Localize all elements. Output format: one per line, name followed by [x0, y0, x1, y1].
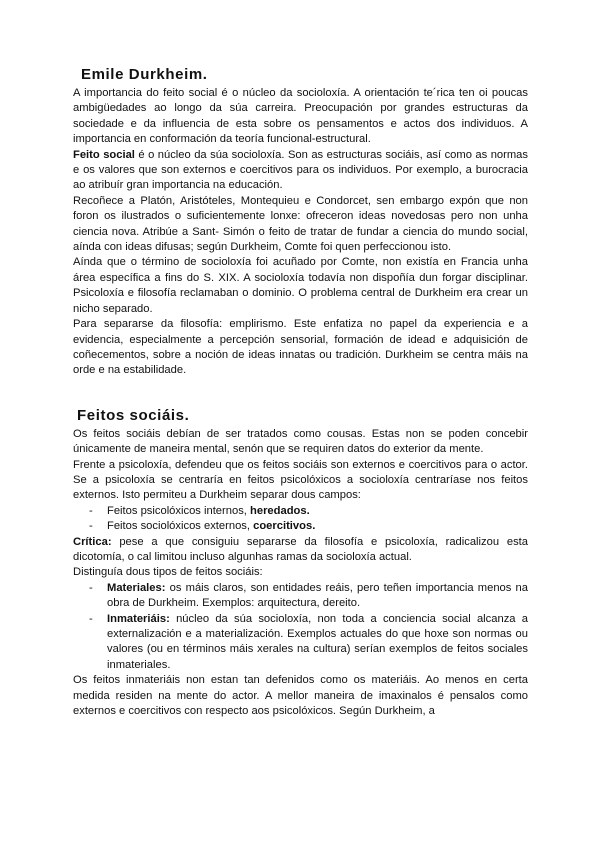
paragraph-cousas: Os feitos sociáis debían de ser tratados como cousas. Estas non se poden concebir únicamente de maneira mental, senón que se requiren datos do exterior da mente. — [73, 427, 528, 456]
paragraph-influences: Recoñece a Platón, Aristóteles, Montequieu e Condorcet, sen embargo expón que non foron os ilustrados o suficientemente lonxe: ofreceron ideas novedosas pero non unha ciencia nova. Atribúe a Sant- Simón o feito de tratar de fundar a ciencia do mundo social, aínda con ideas difusas; según Durkheim, Comte foi quen perfeccionou isto. — [73, 194, 528, 254]
list-campos — [73, 504, 528, 535]
section-heading: Feitos sociáis. — [77, 406, 190, 424]
list-item — [89, 612, 528, 674]
paragraph-text: é o núcleo da súa socioloxía. Son as estructuras sociáis, así como as normas e os valores que son externos e coercitivos para os individuos. Por exemplo, a burocracia ao atribuír gran importancia na educación. — [73, 148, 528, 192]
paragraph-inmateriais: Os feitos inmateriáis non estan tan defenidos como os materiáis. Ao menos en certa medida residen na mente do actor. A mellor maneira de imaxinalos é pensalos como externos e coercitivos con respecto aos psicolóxicos. Según Durkheim, a — [73, 674, 528, 718]
paragraph-text: pese a que consiguiu separarse da filosofía e psicoloxía, radicalizou esta dicotomía, o cal limitou incluso algunhas ramas da socioloxía actual. — [73, 535, 528, 563]
bold-term: Inmateriáis: — [107, 612, 170, 625]
document-page — [73, 66, 528, 719]
bold-term: Crítica: — [73, 535, 112, 548]
paragraph-feito-social — [73, 148, 528, 194]
paragraph-comte: Aínda que o término de socioloxía foi acuñado por Comte, non existía en Francia unha área específica a fins do S. XIX. A socioloxía todavía non dispoñía dun forgar disciplinar. Psicoloxía e filosofía reclamaban o dominio. O problema central de Durkheim era crear un nicho separado. — [73, 256, 528, 315]
bold-term: heredados. — [250, 504, 310, 517]
list-item — [89, 519, 528, 534]
list-tipos — [73, 581, 528, 673]
list-item-text: Feitos psicolóxicos internos, — [107, 504, 251, 517]
list-item-text: Feitos sociolóxicos externos, — [107, 520, 254, 533]
paragraph-intro: A importancia do feito social é o núcleo da socioloxía. A orientación te´rica ten oi poucas ambigüedades ao longo da súa carreira. Preocupación por grandes estructuras da sociedade e da influencia de esta sobre os pensamentos e actos dos individuos. A importancia en conformación da teoría funcional-estructural. — [73, 87, 528, 146]
bold-term: coercitivos. — [253, 520, 316, 533]
list-item-text: núcleo da súa socioloxía, non toda a conciencia social alcanza a externalización e a materialización. Exemplos actuales do que hoxe son normas ou valores (ou en términos máis xerales na cultura) serían exemplos de feitos sociales inmateriales. — [107, 612, 528, 671]
paragraph-critica — [73, 535, 528, 566]
list-item — [89, 581, 528, 612]
paragraph-tipos: Distinguía dous tipos de feitos sociáis: — [73, 566, 263, 579]
bold-term: Feito social — [73, 148, 135, 161]
paragraph-psicoloxia: Frente a psicoloxía, defendeu que os feitos sociáis son externos e coercitivos para o actor. Se a psicoloxía se centraría en feitos psicolóxicos a socioloxía centraríase nos feitos externos. Isto permiteu a Durkheim separar dous campos: — [73, 458, 528, 502]
document-title: Emile Durkheim. — [81, 66, 208, 83]
bold-term: Materiales: — [107, 581, 166, 594]
list-item — [89, 504, 528, 519]
list-item-text: os máis claros, son entidades reáis, pero teñen importancia menos na obra de Durkheim. Exemplos: arquitectura, dereito. — [107, 581, 528, 610]
paragraph-empiricism: Para separarse da filosofía: emplirismo. Este enfatiza no papel da experiencia e a evidencia, especialmente a percepción sensorial, formación de idead e adquisición de coñecementos, sobre a noción de ideas innatas ou tradición. Durkheim se centra máis na orde e na estabilidade. — [73, 318, 528, 377]
